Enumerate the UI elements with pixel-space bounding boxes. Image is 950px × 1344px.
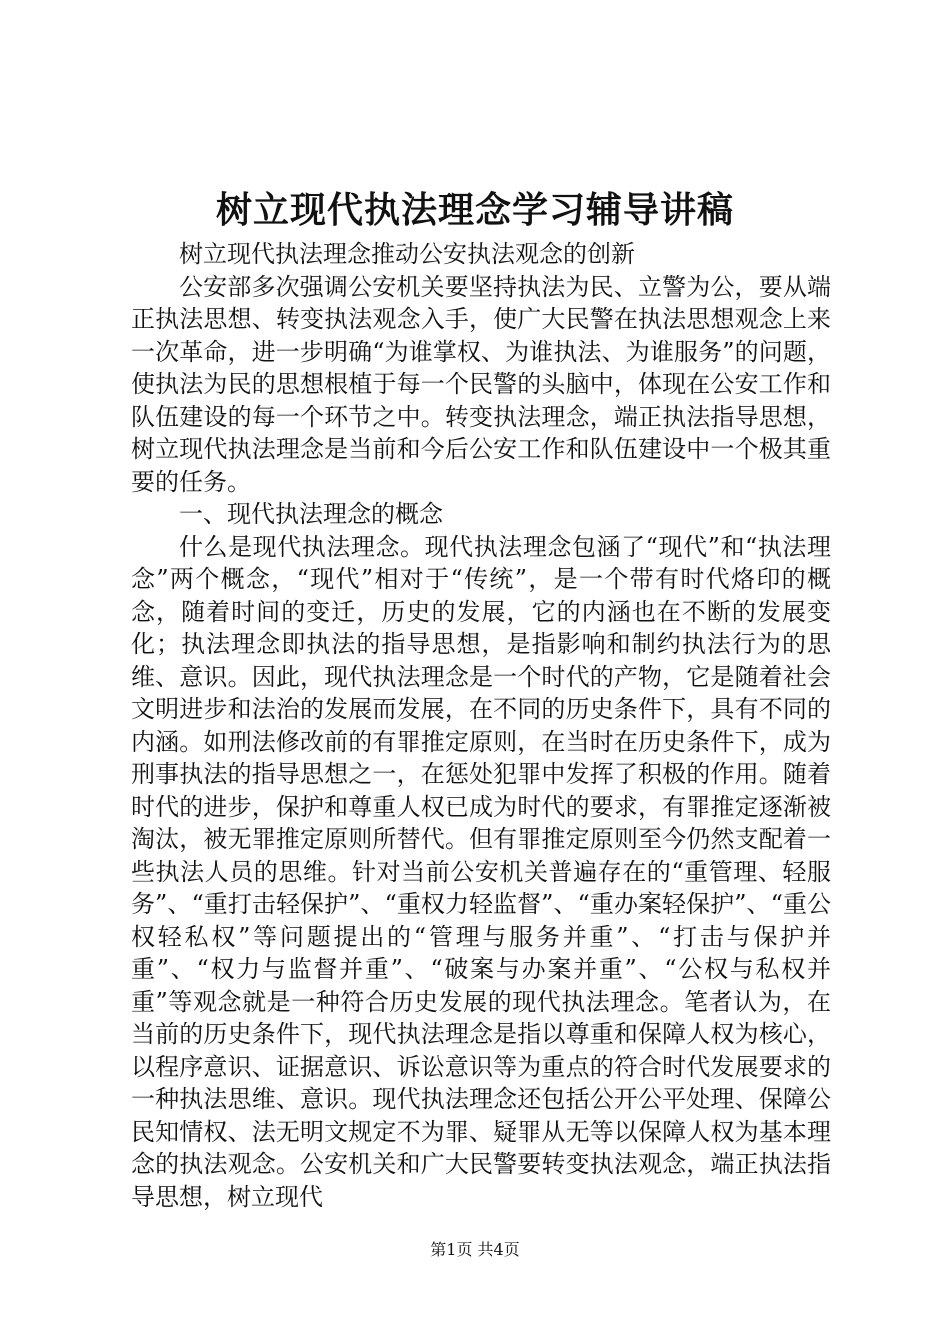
page-footer: 第1页 共4页 (430, 1240, 520, 1259)
subtitle-paragraph: 树立现代执法理念推动公安执法观念的创新 (179, 240, 635, 268)
section-heading: 一、现代执法理念的概念 (179, 500, 443, 528)
body-paragraph: 公安部多次强调公安机关要坚持执法为民、立警为公，要从端正执法思想、转变执法观念入手，使广大民警在执法思想观念上来一次革命，进一步明确“为谁掌权、为谁执法、为谁服务”的问题，使执法为民的思想根植于每一个民警的头脑中，体现在公安工作和队伍建设的每一个环节之中。转变执法理念，端正执法指导思想，树立现代执法理念是当前和今后公安工作和队伍建设中一个极其重要的任务。 (131, 272, 831, 496)
document-body (131, 238, 831, 1213)
document-title: 树立现代执法理念学习辅导讲稿 (215, 189, 734, 231)
body-paragraph: 什么是现代执法理念。现代执法理念包涵了“现代”和“执法理念”两个概念，“现代”相对于“传统”，是一个带有时代烙印的概念，随着时间的变迁，历史的发展，它的内涵也在不断的发展变化；执法理念即执法的指导思想，是指影响和制约执法行为的思维、意识。因此，现代执法理念是一个时代的产物，它是随着社会文明进步和法治的发展而发展，在不同的历史条件下，具有不同的内涵。如刑法修改前的有罪推定原则，在当时在历史条件下，成为刑事执法的指导思想之一，在惩处犯罪中发挥了积极的作用。随着时代的进步，保护和尊重人权已成为时代的要求，有罪推定逐渐被淘汰，被无罪推定原则所替代。但有罪推定原则至今仍然支配着一些执法人员的思维。针对当前公安机关普遍存在的“重管理、轻服务”、“重打击轻保护”、“重权力轻监督”、“重办案轻保护”、“重公权轻私权”等问题提出的“管理与服务并重”、“打击与保护并重”、“权力与监督并重”、“破案与办案并重”、“公权与私权并重”等观念就是一种符合历史发展的现代执法理念。笔者认为，在当前的历史条件下，现代执法理念是指以尊重和保障人权为核心，以程序意识、证据意识、诉讼意识等为重点的符合时代发展要求的一种执法思维、意识。现代执法理念还包括公开公平处理、保障公民知情权、法无明文规定不为罪、疑罪从无等以保障人权为基本理念的执法观念。公安机关和广大民警要转变执法观念，端正执法指导思想，树立现代 (131, 532, 831, 1211)
